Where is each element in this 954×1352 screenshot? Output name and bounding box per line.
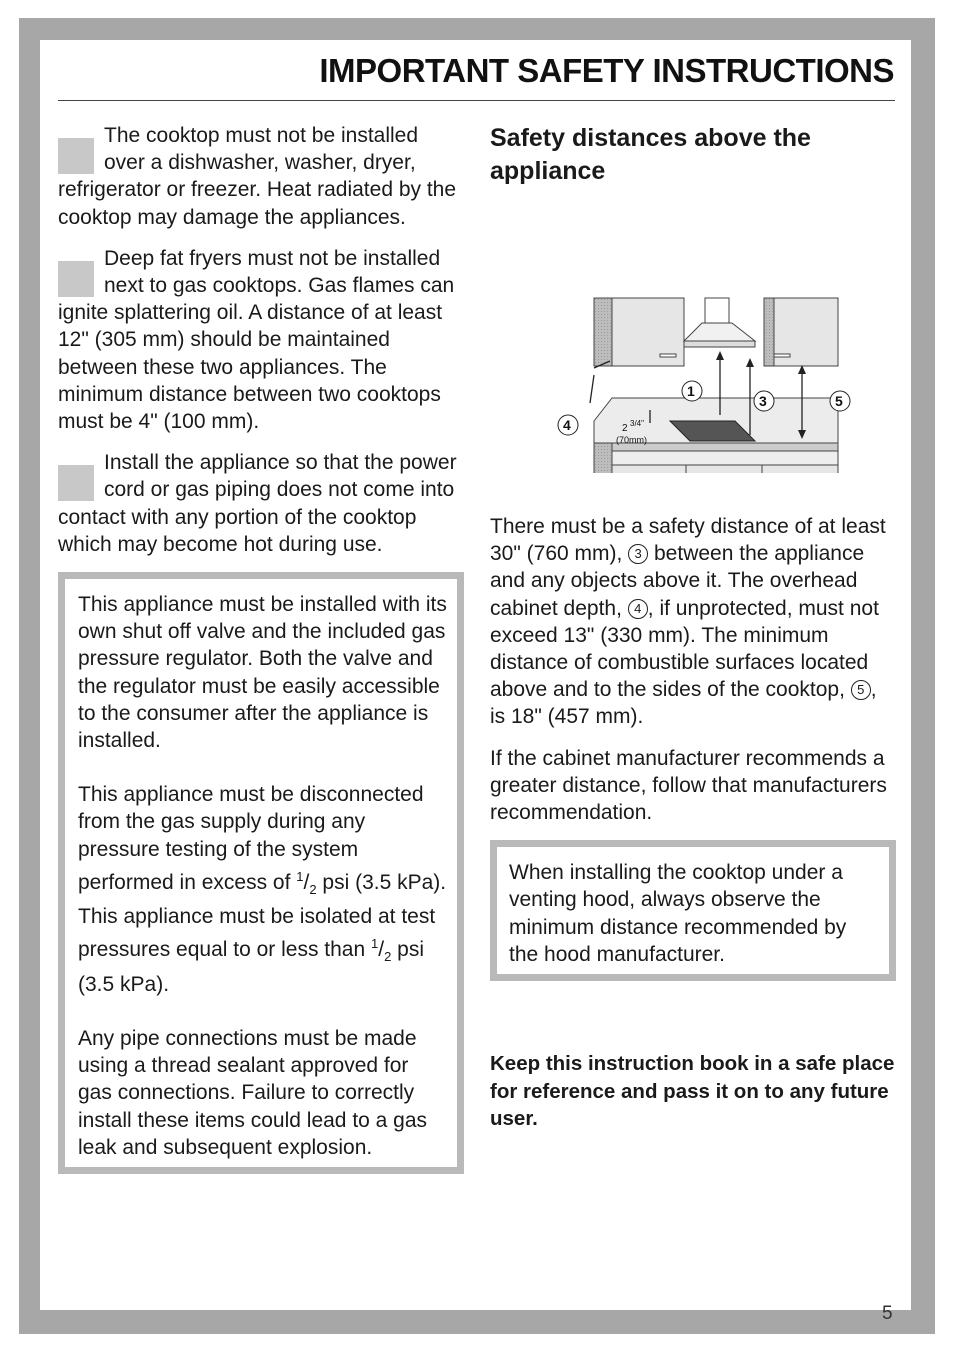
page-title: IMPORTANT SAFETY INSTRUCTIONS [319, 52, 894, 89]
bullet-item [58, 245, 464, 435]
diagram-label-5: 5 [835, 393, 843, 409]
diagram-label-3: 3 [759, 393, 767, 409]
warning-paragraph: This appliance must be installed with its own shut off valve and the included gas pressure regulator. Both the valve and the regulator must be easily accessible to the consumer after the appliance is installed. [78, 593, 447, 753]
warning-paragraph: Any pipe connections must be made using a thread sealant approved for gas connections. Failure to correctly install these items could lead to a gas leak and subsequent explosion. [78, 1027, 428, 1159]
diagram-label-4: 4 [563, 417, 571, 433]
base-cabinets [594, 443, 838, 473]
safety-distance-diagram [550, 203, 954, 473]
keep-book-note: Keep this instruction book in a safe place for reference and pass it on to any future user. [490, 1052, 895, 1131]
bullet-item [58, 122, 464, 231]
safety-distance-text: There must be a safety distance of at least 30" (760 mm), 3 between the appliance and any objects above it. The overhead cabinet depth, 4 , if unprotected, must not exceed 13" (330 mm). The minimum distance of combustible surfaces located above and to the sides of the cooktop, 5 , is 18" (457 mm). [490, 515, 886, 729]
page-number: 5 [882, 1303, 893, 1324]
dimension-fraction: 3/4" [630, 419, 644, 428]
hood-note-box: When installing the cooktop under a venting hood, always observe the minimum distance recommended by the hood manufacturer. [490, 840, 896, 981]
bullet-square-icon [58, 465, 94, 501]
gas-warning-box [58, 572, 464, 1174]
diagram-label-1: 1 [687, 383, 695, 399]
cabinet-note-text: If the cabinet manufacturer recommends a greater distance, follow that manufacturers recommendation. [490, 746, 887, 825]
title-divider [58, 100, 895, 101]
bullet-text: Install the appliance so that the power cord or gas piping does not come into contact with any portion of the cooktop which may become hot during use. [58, 451, 457, 556]
dimension-main: 2 [622, 423, 628, 434]
right-column [490, 122, 896, 1133]
circled-4-icon: 4 [628, 599, 648, 619]
section-heading: Safety distances above the appliance [490, 124, 811, 185]
left-column [58, 122, 464, 1174]
warning-paragraph: This appliance must be disconnected from the gas supply during any pressure testing of the system performed in excess of $^1/_2$ psi (3.5 kPa). This appliance must be isolated at test pressures equal to or less than $^1/_2$ psi (3.5 kPa). [78, 783, 447, 996]
hood [684, 298, 755, 347]
dimension-mm: (70mm) [616, 435, 647, 445]
bullet-text: Deep fat fryers must not be installed next to gas cooktops. Gas flames can ignite splattering oil. A distance of at least 12" (305 mm) should be maintained between these two appliances. The minimum distance between two cooktops must be 4" (100 mm). [58, 246, 455, 434]
bullet-square-icon [58, 261, 94, 297]
bullet-text: The cooktop must not be installed over a dishwasher, washer, dryer, refrigerator or freezer. Heat radiated by the cooktop may damage the appliances. [58, 124, 457, 229]
bullet-square-icon [58, 138, 94, 174]
bullet-item [58, 449, 464, 558]
circled-5-icon: 5 [851, 680, 871, 700]
circled-3-icon: 3 [628, 544, 648, 564]
